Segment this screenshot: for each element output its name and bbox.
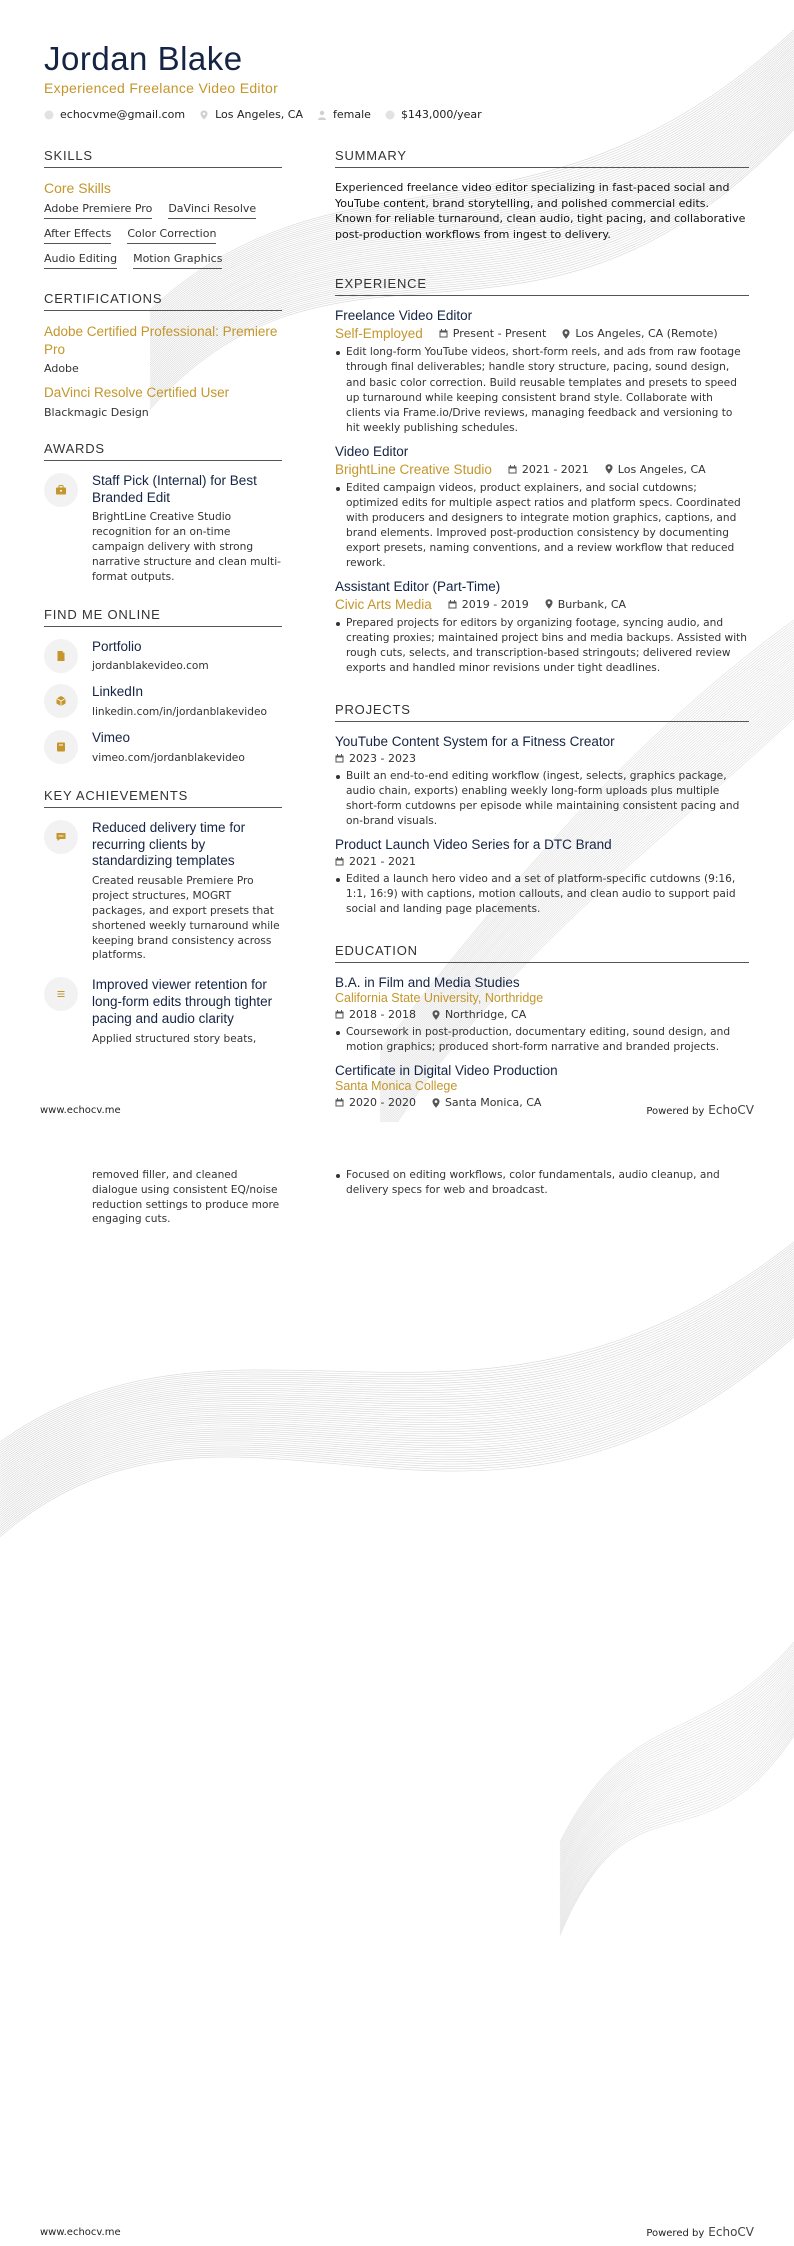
right-column — [335, 148, 749, 1122]
education-location-text: Santa Monica, CA — [444, 1096, 542, 1110]
online-item-linkedin[interactable] — [44, 684, 282, 720]
project-title: YouTube Content System for a Fitness Creator — [335, 733, 615, 749]
projects-section — [335, 702, 749, 917]
achievement-icon-circle — [44, 820, 78, 854]
project-meta — [335, 855, 749, 868]
resume-page-1 — [0, 0, 794, 1122]
certifications-heading: CERTIFICATIONS — [44, 291, 282, 311]
location-pin-icon — [545, 599, 553, 609]
calendar-icon — [439, 329, 448, 338]
degree-title: B.A. in Film and Media Studies — [335, 975, 520, 991]
education-location — [432, 1008, 526, 1021]
contact-gender — [317, 108, 371, 121]
cube-icon — [55, 695, 67, 707]
job-location — [545, 598, 626, 611]
online-item-vimeo[interactable] — [44, 730, 282, 766]
calendar-icon — [335, 754, 344, 763]
degree-title: Certificate in Digital Video Production — [335, 1063, 558, 1079]
summary-text: Experienced freelance video editor specializing in fast-paced social and YouTube content, brand storytelling, and polished commercial edits. Known for reliable turnaround, clean audio, tight pacing, and collaborative post-production workflows from ingest to delivery. — [335, 181, 746, 241]
calendar-icon — [448, 600, 457, 609]
person-icon — [317, 110, 327, 120]
job-dates-text: 2021 - 2021 — [521, 462, 589, 476]
award-icon-circle — [44, 473, 78, 507]
education-section — [335, 943, 749, 1109]
certification-issuer: Adobe — [44, 362, 79, 376]
job-bullet: Edit long-form YouTube videos, short-form reels, and ads from raw footage through final deliverables; handle story structure, pacing, sound design, and basic color correction. Build reusable templates and presets to speed up turnaround while keeping consistent brand style. Collaborate with clients via Frame.io/Drive reviews, managing feedback and versioning to hit weekly publishing schedules. — [335, 345, 749, 435]
award-description: BrightLine Creative Studio recognition for an on-time campaign delivery with strong narrative structure and clean multi-format outputs. — [92, 511, 281, 583]
job-location — [605, 463, 706, 476]
book-icon — [55, 741, 67, 753]
education-dates — [335, 1008, 416, 1021]
projects-heading: PROJECTS — [335, 702, 749, 722]
job-dates — [439, 327, 547, 340]
project-meta — [335, 752, 749, 765]
award-item — [44, 473, 282, 585]
project-bullets — [335, 872, 749, 917]
awards-heading: AWARDS — [44, 441, 282, 461]
candidate-title: Experienced Freelance Video Editor — [44, 80, 279, 96]
project-item — [335, 734, 749, 829]
achievement-icon-circle — [44, 977, 78, 1011]
job-company: Civic Arts Media — [335, 596, 432, 612]
chat-bubble-icon — [55, 831, 67, 843]
footer-site-link[interactable]: www.echocv.me — [40, 1104, 121, 1116]
certification-issuer: Blackmagic Design — [44, 405, 149, 419]
education-location-text: Northridge, CA — [444, 1008, 527, 1022]
project-bullet: Edited a launch hero video and a set of platform-specific cutdowns (9:16, 1:1, 16:9) with captions, motion callouts, and clean audio to support paid social and landing page placements. — [335, 872, 749, 917]
job-location-text: Los Angeles, CA — [617, 462, 706, 476]
achievement-description: Applied structured story beats, — [92, 1032, 257, 1045]
education-bullets — [335, 1025, 749, 1055]
project-dates-text: 2023 - 2023 — [349, 751, 416, 765]
school-name: California State University, Northridge — [335, 991, 544, 1006]
job-bullet: Edited campaign videos, product explainers, and social cutdowns; optimized edits for multiple aspect ratios and platform specs. Coordinated with producers and designers to integrate motion graphics, captions, and brand elements. Improved post-production consistency by documenting export presets, naming conventions, and a review workflow that reduced rework. — [335, 481, 749, 571]
awards-section — [44, 441, 282, 585]
left-column-continued — [92, 1164, 282, 1227]
achievement-item — [44, 977, 282, 1046]
contact-salary — [385, 108, 482, 121]
linkedin-icon-circle — [44, 684, 78, 718]
certifications-section — [44, 291, 282, 419]
job-location — [562, 327, 717, 340]
skills-heading: SKILLS — [44, 148, 282, 168]
project-item — [335, 837, 749, 917]
right-column-continued — [335, 1164, 749, 1198]
education-dates-text: 2018 - 2018 — [349, 1008, 416, 1022]
contact-email[interactable] — [44, 108, 185, 121]
vimeo-icon-circle — [44, 730, 78, 764]
experience-item — [335, 579, 749, 676]
location-pin-icon — [199, 110, 209, 120]
education-meta — [335, 1008, 749, 1021]
contact-location — [199, 108, 303, 121]
footer-powered-by — [646, 1103, 754, 1117]
skill-tag: Adobe Premiere Pro — [44, 202, 152, 219]
project-title: Product Launch Video Series for a DTC Brand — [335, 837, 612, 853]
online-item-url[interactable]: linkedin.com/in/jordanblakevideo — [92, 706, 267, 719]
footer-brand-logo[interactable]: EchoCV — [708, 2225, 754, 2239]
location-text: Los Angeles, CA — [215, 108, 304, 121]
skills-section — [44, 148, 282, 269]
job-dates — [508, 463, 589, 476]
job-dates-text: 2019 - 2019 — [461, 597, 529, 611]
skill-tag: After Effects — [44, 227, 111, 244]
job-bullets — [335, 481, 749, 571]
location-pin-icon — [432, 1010, 440, 1020]
calendar-icon — [508, 465, 517, 474]
school-name: Santa Monica College — [335, 1079, 458, 1094]
award-title: Staff Pick (Internal) for Best Branded Edit — [92, 472, 257, 505]
experience-item — [335, 444, 749, 571]
online-item-title: LinkedIn — [92, 684, 144, 700]
project-bullets — [335, 769, 749, 829]
powered-by-text: Powered by — [646, 1106, 705, 1117]
portfolio-icon-circle — [44, 639, 78, 673]
job-meta — [335, 462, 749, 477]
online-heading: FIND ME ONLINE — [44, 607, 282, 627]
online-item-title: Portfolio — [92, 638, 142, 654]
job-meta — [335, 597, 749, 612]
achievement-item — [44, 820, 282, 964]
calendar-icon — [335, 857, 344, 866]
page-footer — [40, 1100, 754, 1120]
footer-site-link[interactable]: www.echocv.me — [40, 2226, 121, 2238]
resume-header — [44, 40, 744, 121]
skill-tag: Motion Graphics — [133, 252, 222, 269]
job-dates — [448, 598, 529, 611]
achievement-title: Reduced delivery time for recurring clients by standardizing templates — [92, 819, 246, 869]
job-dates-text: Present - Present — [452, 327, 547, 341]
achievement-title: Improved viewer retention for long-form edits through tighter pacing and audio clarity — [92, 977, 273, 1026]
calendar-icon — [335, 1010, 344, 1019]
briefcase-icon — [55, 484, 67, 496]
skill-tag: Color Correction — [127, 227, 216, 244]
job-meta — [335, 326, 749, 341]
education-bullet: Coursework in post-production, documentary editing, sound design, and motion graphics; produced short-form narrative and branded projects. — [335, 1025, 749, 1055]
education-heading: EDUCATION — [335, 943, 749, 963]
experience-item — [335, 308, 749, 435]
gender-text: female — [333, 108, 371, 121]
education-bullet: Focused on editing workflows, color fundamentals, audio cleanup, and delivery specs for web and broadcast. — [335, 1168, 749, 1198]
job-title: Freelance Video Editor — [335, 308, 473, 324]
project-dates — [335, 752, 416, 765]
project-dates-text: 2021 - 2021 — [349, 855, 416, 869]
skill-tag: Audio Editing — [44, 252, 117, 269]
email-icon — [44, 110, 54, 120]
salary-icon — [385, 110, 395, 120]
achievements-section — [44, 788, 282, 1047]
achievement-description: Created reusable Premiere Pro project structures, MOGRT packages, and export presets that shortened weekly turnaround while keeping brand consistency across platforms. — [92, 875, 280, 962]
candidate-name: Jordan Blake — [44, 40, 243, 77]
achievement-description-continued: removed filler, and cleaned dialogue using consistent EQ/noise reduction settings to produce more engaging cuts. — [92, 1169, 280, 1226]
online-item-title: Vimeo — [92, 729, 131, 745]
education-bullets — [335, 1168, 749, 1198]
job-bullets — [335, 616, 749, 676]
skill-group-title: Core Skills — [44, 180, 111, 196]
page-footer — [40, 2222, 754, 2242]
background-wave-pattern — [0, 1122, 794, 2244]
powered-by-text: Powered by — [646, 2228, 705, 2239]
job-bullets — [335, 345, 749, 435]
skill-tag: DaVinci Resolve — [168, 202, 256, 219]
footer-brand-logo[interactable]: EchoCV — [708, 1103, 754, 1117]
education-dates-text: 2020 - 2020 — [349, 1096, 416, 1110]
contact-row — [44, 108, 744, 121]
online-item-url[interactable]: jordanblakevideo.com — [92, 660, 209, 673]
project-dates — [335, 855, 416, 868]
online-item-url[interactable]: vimeo.com/jordanblakevideo — [92, 751, 245, 764]
salary-text: $143,000/year — [400, 108, 482, 121]
project-bullet: Built an end-to-end editing workflow (ingest, selects, graphics package, audio chain, exports) enabling weekly long-form uploads plus multiple short-form cutdowns per episode while maintaining consistent pacing and on-brand visuals. — [335, 769, 749, 829]
resume-page-2 — [0, 1122, 794, 2246]
job-bullet: Prepared projects for editors by organizing footage, syncing audio, and creating proxies; maintained project bins and media backups. Assisted with rough cuts, selects, and transcription-based stringouts; delivered review exports and handled minor revisions under tight deadlines. — [335, 616, 749, 676]
skill-tags — [44, 202, 282, 269]
summary-section — [335, 148, 749, 242]
online-item-portfolio[interactable] — [44, 639, 282, 675]
list-lines-icon — [55, 988, 67, 1000]
certification-title: Adobe Certified Professional: Premiere Pro — [44, 324, 278, 357]
left-column — [44, 148, 282, 1069]
footer-powered-by — [646, 2225, 754, 2239]
experience-section — [335, 276, 749, 676]
document-icon — [55, 650, 67, 662]
education-item — [335, 975, 749, 1055]
job-company: Self-Employed — [335, 326, 423, 342]
job-title: Assistant Editor (Part-Time) — [335, 578, 501, 594]
email-text: echocvme@gmail.com — [60, 108, 186, 121]
job-title: Video Editor — [335, 443, 409, 459]
location-pin-icon — [605, 464, 613, 474]
certification-title: DaVinci Resolve Certified User — [44, 385, 230, 401]
job-company: BrightLine Creative Studio — [335, 461, 492, 477]
job-location-text: Burbank, CA — [557, 597, 627, 611]
experience-heading: EXPERIENCE — [335, 276, 749, 296]
location-pin-icon — [562, 329, 570, 339]
job-location-text: Los Angeles, CA (Remote) — [575, 327, 718, 341]
achievements-heading: KEY ACHIEVEMENTS — [44, 788, 282, 808]
summary-heading: SUMMARY — [335, 148, 749, 168]
online-section — [44, 607, 282, 766]
